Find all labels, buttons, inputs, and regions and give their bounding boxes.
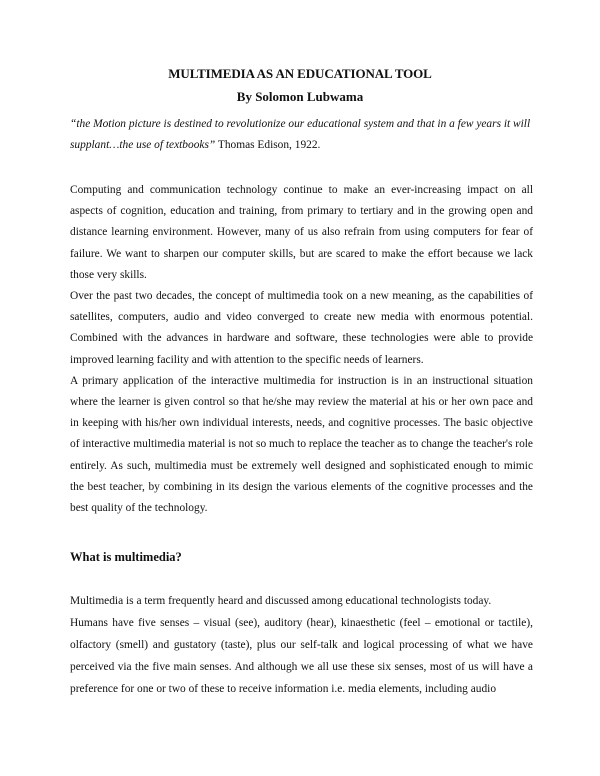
body-text (70, 180, 533, 519)
epigraph-attribution: Thomas Edison, 1922. (215, 138, 321, 151)
paragraph: Computing and communication technology continue to make an ever-increasing impact on all aspects of cognition, education and training, from primary to tertiary and in the growing open and distance learning environment. However, many of us also refrain from using computers for fear of failure. We want to sharpen our computer skills, but are scared to make the effort because we lack those very skills. (70, 184, 533, 281)
paragraph: Over the past two decades, the concept of multimedia took on a new meaning, as the capabilities of satellites, computers, audio and video converged to create new media with enormous potential. Combined with the advances in hardware and software, these technologies were able to provide improved learning facility and with attention to the specific needs of learners. (70, 290, 533, 366)
section-body (70, 590, 533, 700)
epigraph-quote: “the Motion picture is destined to revolutionize our educational system and that in a few years it will supplant…the use of textbooks” (70, 118, 531, 151)
paragraph: Humans have five senses – visual (see), auditory (hear), kinaesthetic (feel – emotional or tactile), olfactory (smell) and gustatory (taste), plus our self-talk and logical processing of what we have perceived via the five main senses. And although we all use these six senses, most of us will have a preference for one or two of these to receive information i.e. media elements, including audio (70, 617, 533, 695)
paragraph: A primary application of the interactive multimedia for instruction is in an instructional situation where the learner is given control so that he/she may review the material at his or her own pace and in keeping with his/her own individual interests, needs, and cognitive processes. The basic objective of interactive multimedia material is not so much to replace the teacher as to change the teacher's role entirely. As such, multimedia must be extremely well designed and sophisticated enough to mimic the best teacher, by combining in its design the various elements of the cognitive processes and the best quality of the technology. (70, 374, 533, 515)
section-heading: What is multimedia? (70, 550, 182, 564)
epigraph (70, 114, 532, 155)
document-title: MULTIMEDIA AS AN EDUCATIONAL TOOL (168, 66, 432, 81)
document-author: By Solomon Lubwama (236, 89, 364, 104)
paragraph: Multimedia is a term frequently heard and discussed among educational technologists today. (70, 595, 492, 607)
